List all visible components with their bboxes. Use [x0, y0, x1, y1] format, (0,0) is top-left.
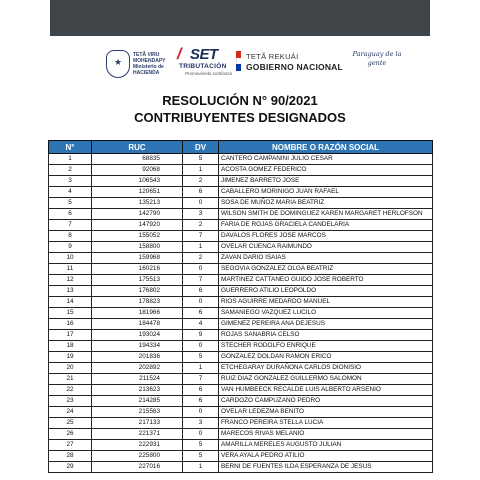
table-row: [49, 165, 433, 176]
table-row: [49, 407, 433, 418]
cell-ruc: 178823: [92, 297, 183, 308]
cell-number: 20: [49, 363, 92, 374]
cell-number: 24: [49, 407, 92, 418]
hacienda-logo-text: TETÃ VIRU MOHENDAPY Ministerio de HACIENDA: [133, 52, 166, 76]
cell-number: 10: [49, 253, 92, 264]
cell-dv: 6: [183, 308, 219, 319]
table-row: [49, 440, 433, 451]
header-ruc: RUC: [92, 141, 183, 154]
table-row: [49, 319, 433, 330]
cell-number: 17: [49, 330, 92, 341]
table-row: [49, 253, 433, 264]
cell-dv: 4: [183, 319, 219, 330]
cell-ruc: 227016: [92, 462, 183, 473]
table-row: [49, 198, 433, 209]
cell-dv: 2: [183, 176, 219, 187]
table-row: [49, 418, 433, 429]
cell-number: 22: [49, 385, 92, 396]
cell-ruc: 217133: [92, 418, 183, 429]
cell-ruc: 193024: [92, 330, 183, 341]
cell-name: ZAVAN DARIO ISAIAS: [219, 253, 433, 264]
cell-number: 3: [49, 176, 92, 187]
cell-name: MARTINEZ CATTANEO GUIDO JOSE ROBERTO: [219, 275, 433, 286]
gobierno-logo-top: TETÃ REKUÁI: [246, 52, 299, 61]
table-row: [49, 275, 433, 286]
cell-number: 21: [49, 374, 92, 385]
cell-name: CABALLERO MORINIGO JUAN RAFAEL: [219, 187, 433, 198]
cell-ruc: 214285: [92, 396, 183, 407]
cell-number: 27: [49, 440, 92, 451]
cell-number: 1: [49, 154, 92, 165]
cell-name: AMARILLA MERELES AUGUSTO JULIAN: [219, 440, 433, 451]
cell-ruc: 221371: [92, 429, 183, 440]
cell-name: OVELAR LEDEZMA BENITO: [219, 407, 433, 418]
cell-name: CARDOZO CAMPUZANO PEDRO: [219, 396, 433, 407]
table-row: [49, 187, 433, 198]
set-logo-mark: /: [177, 46, 182, 63]
cell-name: ROJAS SANABRIA CELSO: [219, 330, 433, 341]
table-row: [49, 176, 433, 187]
table-row: [49, 209, 433, 220]
cell-name: ETCHEGARAY DURAÑONA CARLOS DIONISIO: [219, 363, 433, 374]
cell-name: BERNI DE FUENTES ILDA ESPERANZA DE JESUS: [219, 462, 433, 473]
cell-number: 12: [49, 275, 92, 286]
cell-dv: 0: [183, 429, 219, 440]
cell-ruc: 159968: [92, 253, 183, 264]
document-subtitle: CONTRIBUYENTES DESIGNADOS: [134, 110, 346, 125]
cell-number: 29: [49, 462, 92, 473]
table-row: [49, 374, 433, 385]
cell-dv: 7: [183, 231, 219, 242]
cell-ruc: 176802: [92, 286, 183, 297]
cell-ruc: 201836: [92, 352, 183, 363]
table-row: [49, 308, 433, 319]
cell-name: ACOSTA GOMEZ FEDERICO: [219, 165, 433, 176]
cell-dv: 7: [183, 275, 219, 286]
table-row: [49, 429, 433, 440]
set-logo-subtitle: TRIBUTACIÓN: [179, 63, 227, 70]
cell-name: GIMENEZ PEREIRA ANA DEJESUS: [219, 319, 433, 330]
table-row: [49, 451, 433, 462]
cell-dv: 3: [183, 418, 219, 429]
cell-dv: 1: [183, 165, 219, 176]
cell-dv: 2: [183, 253, 219, 264]
cell-dv: 2: [183, 220, 219, 231]
cell-name: DAVALOS FLORES JOSE MARCOS: [219, 231, 433, 242]
cell-name: GUERRERO ATILIO LEOPOLDO: [219, 286, 433, 297]
cell-dv: 9: [183, 330, 219, 341]
cell-number: 5: [49, 198, 92, 209]
cell-ruc: 120651: [92, 187, 183, 198]
cell-number: 9: [49, 242, 92, 253]
cell-name: STECHER RODOLFO ENRIQUE: [219, 341, 433, 352]
cell-ruc: 225800: [92, 451, 183, 462]
cell-dv: 6: [183, 396, 219, 407]
paraguay-de-la-gente-logo: Paraguay de la gente: [352, 50, 402, 67]
cell-dv: 0: [183, 297, 219, 308]
cell-number: 28: [49, 451, 92, 462]
cell-ruc: 135213: [92, 198, 183, 209]
set-logo-name: SET: [190, 46, 218, 63]
cell-ruc: 211524: [92, 374, 183, 385]
cell-dv: 0: [183, 198, 219, 209]
cell-dv: 1: [183, 462, 219, 473]
cell-number: 11: [49, 264, 92, 275]
cell-name: MARECOS RIVAS MELANIO: [219, 429, 433, 440]
cell-number: 16: [49, 319, 92, 330]
table-row: [49, 154, 433, 165]
cell-name: SOSA DE MUÑOZ MARIA BEATRIZ: [219, 198, 433, 209]
cell-name: JIMENEZ BARRETO JOSE: [219, 176, 433, 187]
table-row: [49, 242, 433, 253]
cell-name: RIOS AGUIRRE MEDARDO MANUEL: [219, 297, 433, 308]
cell-dv: 6: [183, 385, 219, 396]
cell-ruc: 222931: [92, 440, 183, 451]
table-row: [49, 297, 433, 308]
table-row: [49, 352, 433, 363]
cell-ruc: 160216: [92, 264, 183, 275]
table-row: [49, 264, 433, 275]
cell-dv: 5: [183, 154, 219, 165]
cell-dv: 1: [183, 242, 219, 253]
cell-name: VERA AYALA PEDRO ATILIO: [219, 451, 433, 462]
cell-name: VAN HUMBEECK RECALDE LUIS ALBERTO ARSENIO: [219, 385, 433, 396]
document-title: RESOLUCIÓN N° 90/2021: [162, 93, 318, 108]
cell-ruc: 155052: [92, 231, 183, 242]
cell-number: 25: [49, 418, 92, 429]
cell-dv: 0: [183, 264, 219, 275]
cell-number: 4: [49, 187, 92, 198]
cell-dv: 1: [183, 363, 219, 374]
cell-name: RUIZ DIAZ GONZALEZ GUILLERMO SALOMON: [219, 374, 433, 385]
cell-dv: 5: [183, 352, 219, 363]
contributors-table: [48, 140, 433, 473]
paraguay-flag-icon: [236, 51, 241, 71]
cell-name: OVELAR CUENCA RAIMUNDO: [219, 242, 433, 253]
cell-number: 13: [49, 286, 92, 297]
table-row: [49, 341, 433, 352]
header-number: N°: [49, 141, 92, 154]
top-banner-bar: [50, 0, 430, 36]
gobierno-logo-bottom: GOBIERNO NACIONAL: [246, 62, 343, 72]
cell-number: 14: [49, 297, 92, 308]
hacienda-seal-icon: ★: [106, 50, 130, 78]
table-body: [49, 154, 433, 473]
table-row: [49, 396, 433, 407]
cell-ruc: 92068: [92, 165, 183, 176]
cell-dv: 0: [183, 407, 219, 418]
table-row: [49, 385, 433, 396]
table-row: [49, 220, 433, 231]
cell-name: GONZALEZ DOLDAN RAMON ERICO: [219, 352, 433, 363]
cell-name: FRANCO PEREIRA STELLA LUCIA: [219, 418, 433, 429]
cell-ruc: 147920: [92, 220, 183, 231]
cell-number: 19: [49, 352, 92, 363]
cell-ruc: 158800: [92, 242, 183, 253]
table-row: [49, 363, 433, 374]
cell-ruc: 181966: [92, 308, 183, 319]
cell-ruc: 175513: [92, 275, 183, 286]
cell-dv: 6: [183, 286, 219, 297]
cell-number: 15: [49, 308, 92, 319]
table-header-row: [49, 141, 433, 154]
cell-dv: 7: [183, 374, 219, 385]
cell-number: 2: [49, 165, 92, 176]
cell-name: CANTERO CAMPANINI JULIO CESAR: [219, 154, 433, 165]
cell-ruc: 213623: [92, 385, 183, 396]
cell-number: 7: [49, 220, 92, 231]
cell-number: 8: [49, 231, 92, 242]
cell-ruc: 142790: [92, 209, 183, 220]
table-row: [49, 462, 433, 473]
cell-number: 23: [49, 396, 92, 407]
table-row: [49, 286, 433, 297]
cell-number: 26: [49, 429, 92, 440]
cell-ruc: 106543: [92, 176, 183, 187]
cell-ruc: 68835: [92, 154, 183, 165]
cell-name: SAMANIEGO VAZQUEZ LUCILO: [219, 308, 433, 319]
table-row: [49, 231, 433, 242]
cell-ruc: 194334: [92, 341, 183, 352]
header-dv: DV: [183, 141, 219, 154]
cell-number: 18: [49, 341, 92, 352]
cell-name: WILSON SMITH DE DOMINGUEZ KAREN MARGARET HERLOFSON: [219, 209, 433, 220]
cell-dv: 0: [183, 341, 219, 352]
cell-dv: 5: [183, 440, 219, 451]
cell-ruc: 184478: [92, 319, 183, 330]
cell-number: 6: [49, 209, 92, 220]
cell-dv: 6: [183, 187, 219, 198]
cell-dv: 3: [183, 209, 219, 220]
cell-name: FARIA DE ROJAS GRACIELA CANDELARIA: [219, 220, 433, 231]
table-row: [49, 330, 433, 341]
set-logo-slogan: Promoviendo confianza: [185, 71, 233, 76]
cell-dv: 5: [183, 451, 219, 462]
cell-ruc: 215563: [92, 407, 183, 418]
cell-ruc: 202892: [92, 363, 183, 374]
header-name: NOMBRE O RAZÓN SOCIAL: [219, 141, 433, 154]
cell-name: SEGOVIA GONZALEZ OLGA BEATRIZ: [219, 264, 433, 275]
